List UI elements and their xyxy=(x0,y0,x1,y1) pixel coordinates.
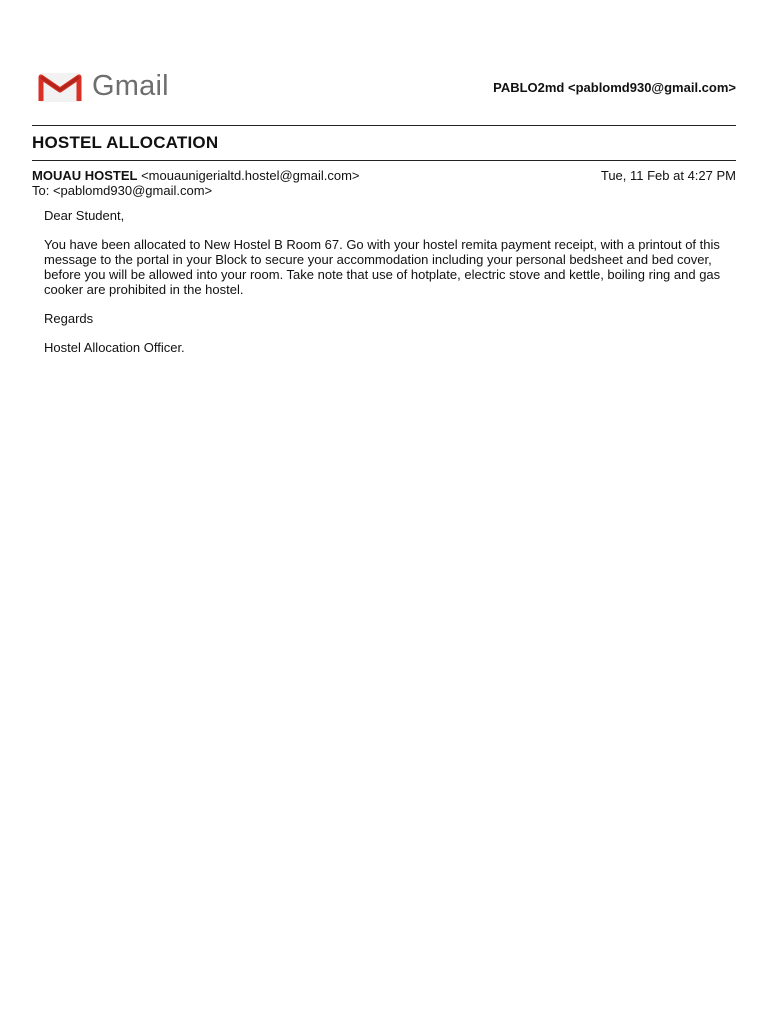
email-date: Tue, 11 Feb at 4:27 PM xyxy=(600,168,736,183)
email-print-page xyxy=(32,0,736,356)
header-divider xyxy=(32,125,736,126)
closing: Regards xyxy=(44,310,94,326)
print-header xyxy=(32,0,736,126)
subject-divider xyxy=(32,160,736,161)
email-subject: HOSTEL ALLOCATION xyxy=(32,133,219,152)
gmail-wordmark: Gmail xyxy=(92,70,169,102)
sender-name: MOUAU HOSTEL xyxy=(32,168,138,183)
recipient-line: To: <pablomd930@gmail.com> xyxy=(32,183,213,198)
gmail-envelope-icon xyxy=(38,70,82,103)
email-body xyxy=(44,209,726,371)
gmail-logo xyxy=(38,69,169,103)
email-meta xyxy=(32,168,736,198)
message-paragraph: You have been allocated to New Hostel B Room 67. Go with your hostel remita payment receipt, with a printout of this message to the portal in your Block to secure your accommodation including your personal bedsheet and bed cover, before you will be allowed into your room. Take note that use of hotplate, electric stove and kettle, boiling ring and gas cooker are prohibited in the hostel. xyxy=(44,237,721,297)
sender-email: <mouaunigerialtd.hostel@gmail.com> xyxy=(141,168,360,183)
from-row xyxy=(32,168,736,183)
signature: Hostel Allocation Officer. xyxy=(44,340,185,356)
account-identity: PABLO2md <pablomd930@gmail.com> xyxy=(493,80,736,95)
greeting: Dear Student, xyxy=(44,208,125,223)
